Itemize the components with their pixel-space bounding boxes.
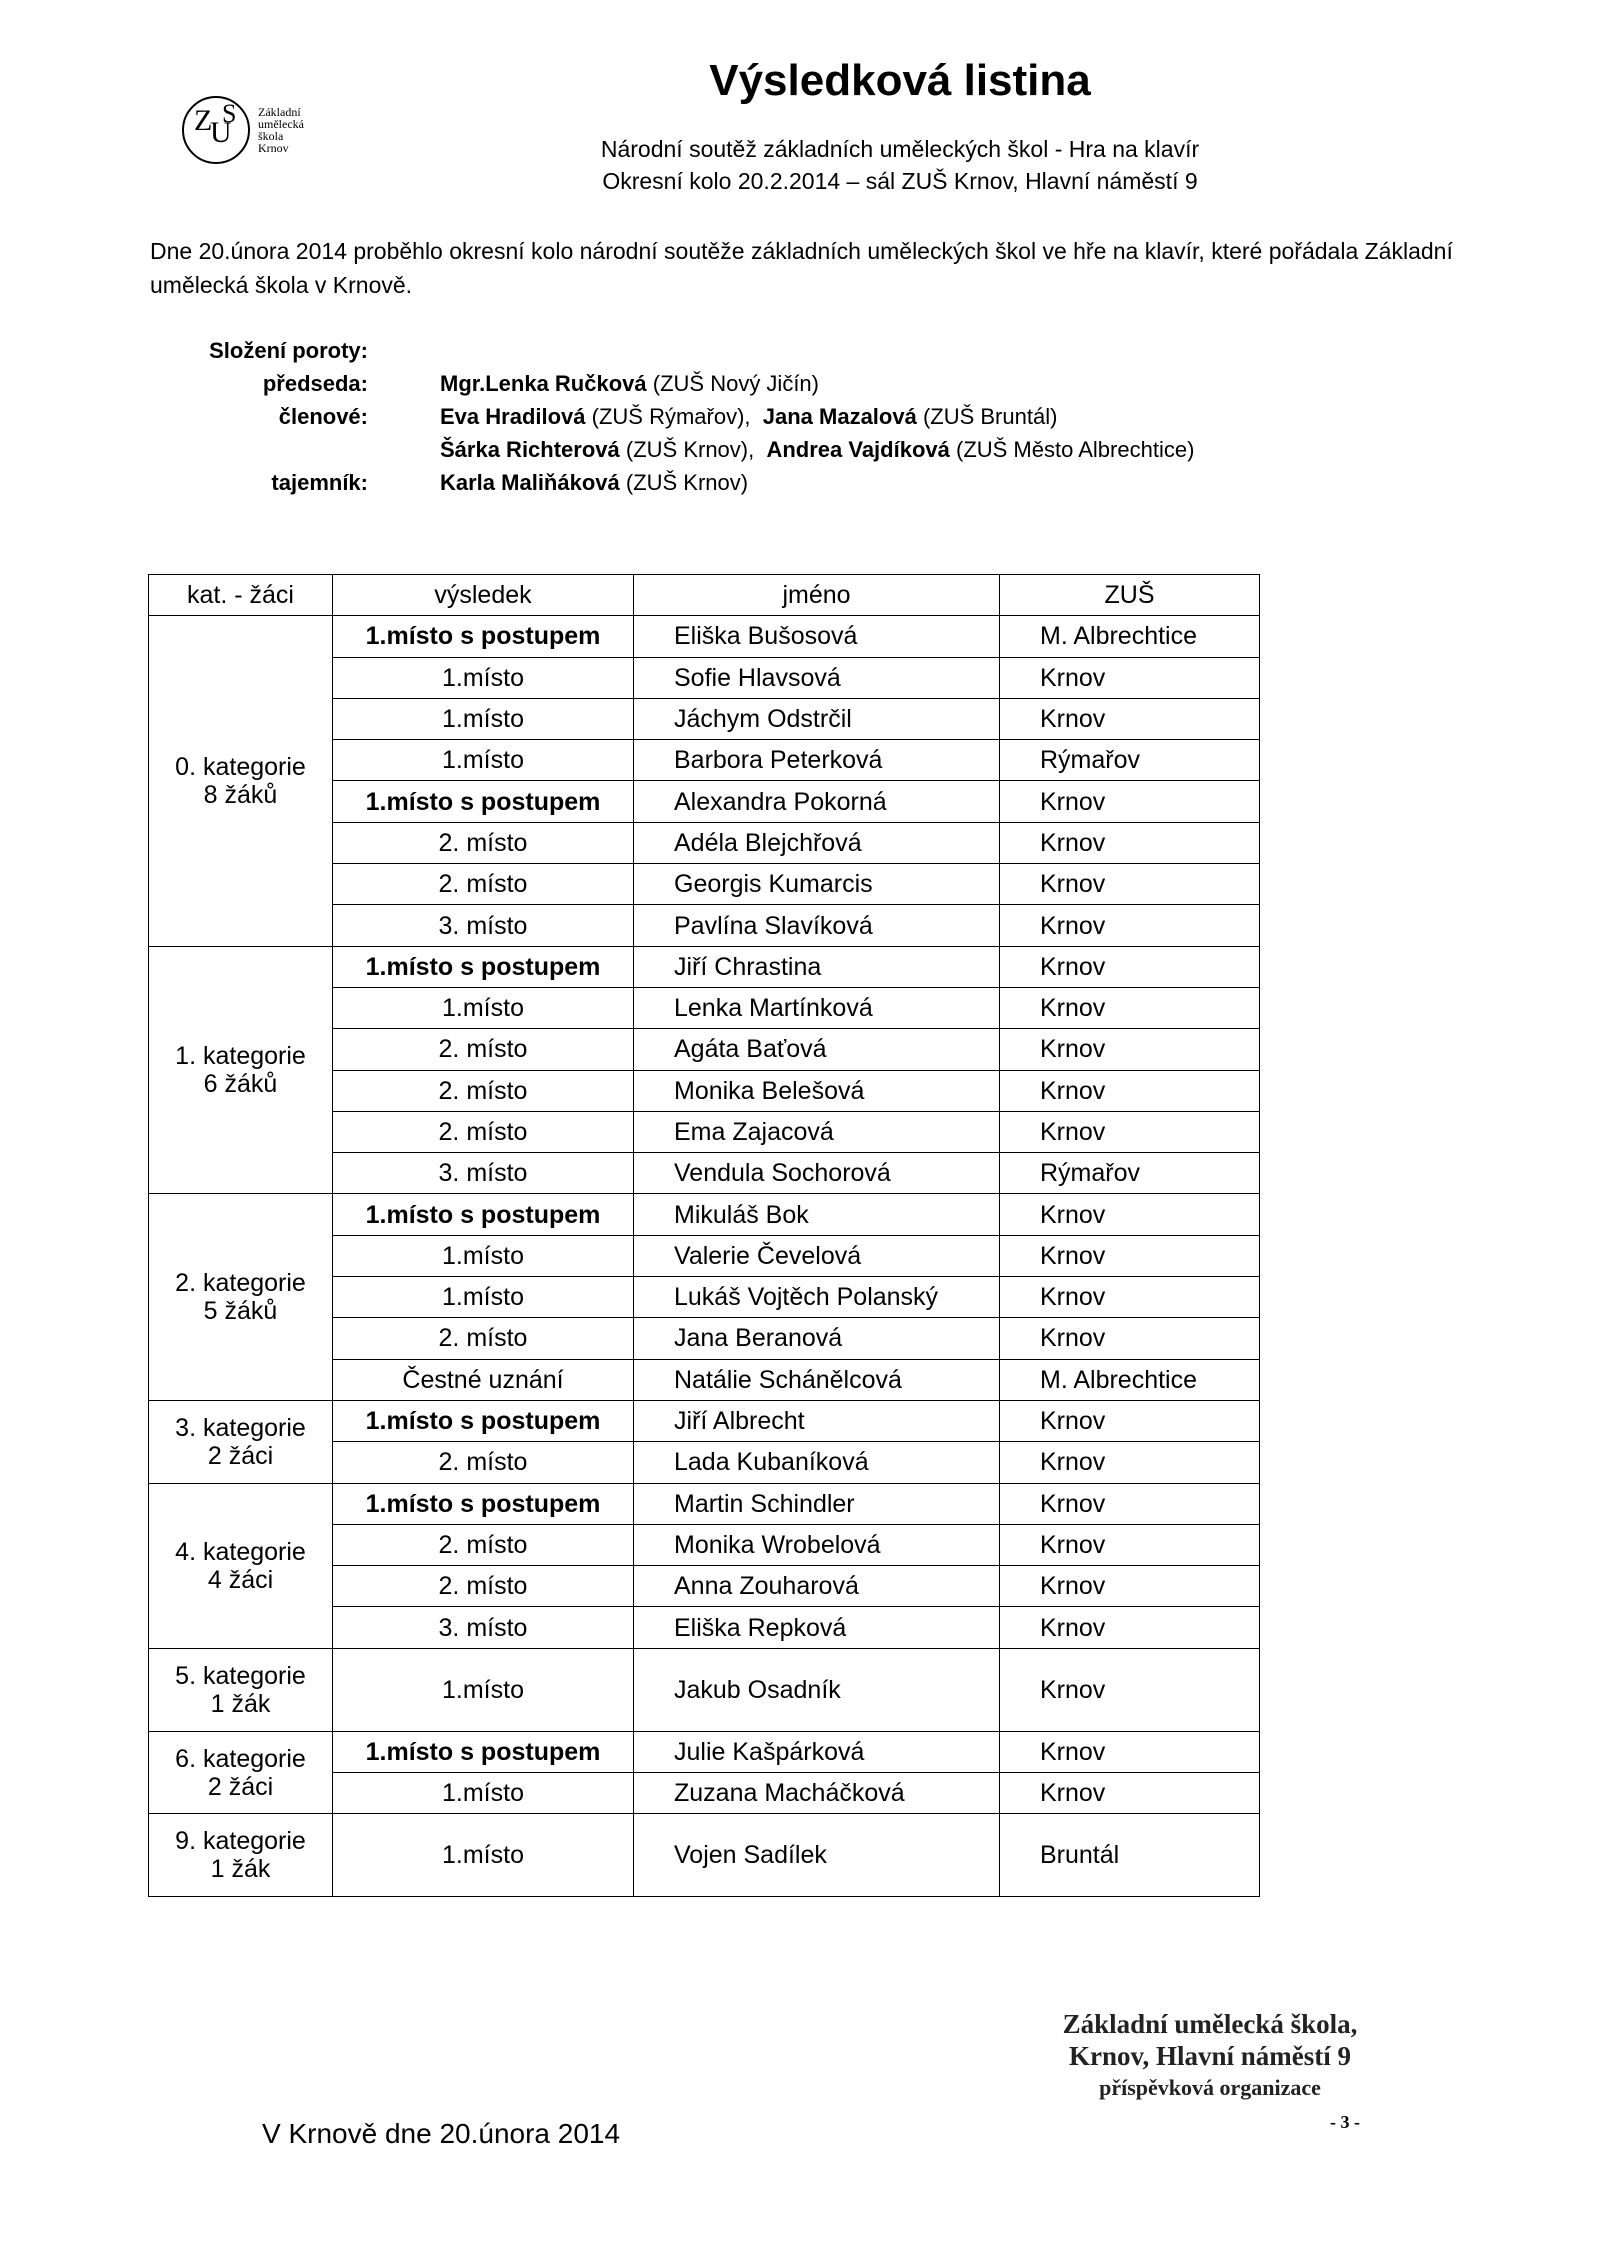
category-cell (149, 1814, 333, 1897)
school-cell: M. Albrechtice (1000, 1359, 1260, 1400)
result-cell: 1.místo (333, 1648, 634, 1731)
name-cell: Pavlína Slavíková (634, 905, 1000, 946)
jury-labels (150, 334, 368, 499)
svg-text:S: S (222, 99, 237, 128)
result-cell: 1.místo (333, 740, 634, 781)
name-cell: Jiří Albrecht (634, 1400, 1000, 1441)
result-cell: 2. místo (333, 1318, 634, 1359)
school-cell: Krnov (1000, 1111, 1260, 1152)
school-cell: Rýmařov (1000, 740, 1260, 781)
jury-values (440, 334, 1490, 499)
table-row (149, 1731, 1260, 1772)
stamp-line: Základní umělecká škola, (1062, 2009, 1358, 2039)
result-cell: 3. místo (333, 905, 634, 946)
category-cell (149, 1731, 333, 1814)
school-cell: Krnov (1000, 1029, 1260, 1070)
jury-name: Karla Maliňáková (440, 470, 620, 495)
school-cell: Krnov (1000, 1648, 1260, 1731)
jury-name: Jana Mazalová (762, 404, 917, 429)
category-cell (149, 1483, 333, 1648)
jury-name: Šárka Richterová (440, 437, 620, 462)
result-cell: 1.místo (333, 987, 634, 1028)
name-cell: Eliška Repková (634, 1607, 1000, 1648)
jury-name: Mgr.Lenka Ručková (440, 371, 647, 396)
stamp-line: Krnov, Hlavní náměstí 9 (1068, 2041, 1352, 2071)
page-subtitle: Národní soutěž základních uměleckých škol - Hra na klavír (600, 136, 1200, 162)
name-cell: Adéla Blejchřová (634, 822, 1000, 863)
name-cell: Barbora Peterková (634, 740, 1000, 781)
jury-secretary (440, 466, 1490, 499)
result-cell: Čestné uznání (333, 1359, 634, 1400)
result-cell: 2. místo (333, 1111, 634, 1152)
result-cell: 2. místo (333, 1442, 634, 1483)
result-cell: 2. místo (333, 1070, 634, 1111)
category-count: 2 žáci (207, 1772, 274, 1801)
name-cell: Vojen Sadílek (634, 1814, 1000, 1897)
jury-secretary-label: tajemník: (271, 470, 368, 495)
svg-text:Z: Z (194, 104, 213, 137)
column-header-result: výsledek (333, 575, 634, 616)
name-cell: Jakub Osadník (634, 1648, 1000, 1731)
jury-school: (ZUŠ Rýmařov), (585, 404, 763, 429)
logo-line: umělecká (258, 117, 304, 131)
table-row (149, 1194, 1260, 1235)
school-cell: Krnov (1000, 1607, 1260, 1648)
name-cell: Agáta Baťová (634, 1029, 1000, 1070)
name-cell: Georgis Kumarcis (634, 864, 1000, 905)
logo-caption (258, 106, 304, 154)
jury-members-line1 (440, 400, 1490, 433)
jury-school: (ZUŠ Město Albrechtice) (949, 437, 1195, 462)
intro-paragraph: Dne 20.února 2014 proběhlo okresní kolo národní soutěže základních uměleckých škol ve hře na klavír, které pořádala Základní umělecká škola v Krnově. (150, 238, 1453, 298)
result-cell: 1.místo (333, 1235, 634, 1276)
page-title: Výsledková listina (709, 56, 1091, 105)
name-cell: Vendula Sochorová (634, 1153, 1000, 1194)
name-cell: Eliška Bušosová (634, 616, 1000, 657)
table-row (149, 1814, 1260, 1897)
school-cell: Krnov (1000, 698, 1260, 739)
school-cell: Krnov (1000, 1773, 1260, 1814)
school-cell: Krnov (1000, 822, 1260, 863)
name-cell: Lada Kubaníková (634, 1442, 1000, 1483)
page-subtitle-event: Okresní kolo 20.2.2014 – sál ZUŠ Krnov, Hlavní náměstí 9 (602, 168, 1198, 194)
name-cell: Mikuláš Bok (634, 1194, 1000, 1235)
jury-school: (ZUŠ Krnov) (619, 470, 749, 495)
result-cell: 2. místo (333, 1566, 634, 1607)
school-cell: Krnov (1000, 946, 1260, 987)
table-row (149, 616, 1260, 657)
category-label: 5. kategorie (175, 1661, 306, 1690)
result-cell: 1.místo s postupem (333, 616, 634, 657)
stamp-line: příspěvková organizace (1099, 2075, 1321, 2100)
result-cell: 1.místo s postupem (333, 1731, 634, 1772)
name-cell: Lukáš Vojtěch Polanský (634, 1277, 1000, 1318)
school-cell: Krnov (1000, 1194, 1260, 1235)
category-label: 9. kategorie (175, 1827, 306, 1856)
school-cell: Krnov (1000, 987, 1260, 1028)
category-cell (149, 1194, 333, 1400)
school-cell: Krnov (1000, 1483, 1260, 1524)
school-cell: Krnov (1000, 1566, 1260, 1607)
logo-line: Krnov (258, 141, 289, 155)
column-header-school: ZUŠ (1000, 575, 1260, 616)
result-cell: 1.místo s postupem (333, 1400, 634, 1441)
jury-name: Andrea Vajdíková (766, 437, 950, 462)
name-cell: Natálie Schánělcová (634, 1359, 1000, 1400)
category-count: 1 žák (210, 1855, 271, 1884)
name-cell: Julie Kašpárková (634, 1731, 1000, 1772)
table-header-row (149, 575, 1260, 616)
result-cell: 1.místo s postupem (333, 1483, 634, 1524)
school-cell: Krnov (1000, 1731, 1260, 1772)
category-count: 5 žáků (203, 1297, 278, 1326)
category-label: 4. kategorie (175, 1537, 306, 1566)
results-table (148, 574, 1260, 1897)
category-label: 2. kategorie (175, 1269, 306, 1298)
table-row (149, 1648, 1260, 1731)
jury-name: Eva Hradilová (440, 404, 586, 429)
school-cell: Krnov (1000, 905, 1260, 946)
category-cell (149, 1648, 333, 1731)
result-cell: 1.místo (333, 1814, 634, 1897)
category-count: 6 žáků (203, 1070, 278, 1099)
school-cell: Rýmařov (1000, 1153, 1260, 1194)
jury-members-label: členové: (278, 404, 368, 429)
school-cell: Krnov (1000, 1277, 1260, 1318)
category-cell (149, 616, 333, 946)
result-cell: 3. místo (333, 1607, 634, 1648)
result-cell: 1.místo s postupem (333, 1194, 634, 1235)
category-cell (149, 946, 333, 1194)
jury-chair-label: předseda: (262, 371, 368, 396)
name-cell: Jáchym Odstrčil (634, 698, 1000, 739)
logo-line: Základní (258, 105, 301, 119)
table-row (149, 946, 1260, 987)
school-cell: Bruntál (1000, 1814, 1260, 1897)
category-label: 0. kategorie (175, 752, 306, 781)
school-cell: Krnov (1000, 781, 1260, 822)
category-count: 4 žáci (207, 1565, 274, 1594)
jury-heading: Složení poroty: (209, 338, 368, 363)
jury-school: (ZUŠ Nový Jičín) (646, 371, 819, 396)
school-cell: Krnov (1000, 1318, 1260, 1359)
category-count: 8 žáků (203, 780, 278, 809)
school-cell: Krnov (1000, 864, 1260, 905)
school-cell: M. Albrechtice (1000, 616, 1260, 657)
name-cell: Sofie Hlavsová (634, 657, 1000, 698)
category-label: 3. kategorie (175, 1413, 306, 1442)
jury-chair (440, 367, 1490, 400)
name-cell: Anna Zouharová (634, 1566, 1000, 1607)
jury-school: (ZUŠ Krnov), (619, 437, 767, 462)
jury-members-line2 (440, 433, 1490, 466)
place-and-date: V Krnově dne 20.února 2014 (262, 2118, 621, 2149)
name-cell: Jana Beranová (634, 1318, 1000, 1359)
name-cell: Alexandra Pokorná (634, 781, 1000, 822)
school-logo (180, 90, 320, 170)
category-label: 1. kategorie (175, 1042, 306, 1071)
svg-text:U: U (210, 116, 232, 149)
name-cell: Monika Belešová (634, 1070, 1000, 1111)
name-cell: Ema Zajacová (634, 1111, 1000, 1152)
result-cell: 2. místo (333, 1524, 634, 1565)
category-count: 1 žák (210, 1689, 271, 1718)
result-cell: 2. místo (333, 1029, 634, 1070)
school-cell: Krnov (1000, 1070, 1260, 1111)
category-count: 2 žáci (207, 1441, 274, 1470)
school-cell: Krnov (1000, 1442, 1260, 1483)
name-cell: Zuzana Macháčková (634, 1773, 1000, 1814)
school-cell: Krnov (1000, 1400, 1260, 1441)
name-cell: Martin Schindler (634, 1483, 1000, 1524)
school-cell: Krnov (1000, 657, 1260, 698)
table-row (149, 1400, 1260, 1441)
name-cell: Valerie Čevelová (634, 1235, 1000, 1276)
name-cell: Monika Wrobelová (634, 1524, 1000, 1565)
results-body (149, 616, 1260, 1897)
logo-line: škola (258, 129, 284, 143)
result-cell: 2. místo (333, 864, 634, 905)
name-cell: Lenka Martínková (634, 987, 1000, 1028)
table-row (149, 1483, 1260, 1524)
zus-monogram-icon (180, 90, 260, 170)
result-cell: 1.místo (333, 698, 634, 739)
result-cell: 2. místo (333, 822, 634, 863)
result-cell: 3. místo (333, 1153, 634, 1194)
category-cell (149, 1400, 333, 1483)
school-cell: Krnov (1000, 1524, 1260, 1565)
school-cell: Krnov (1000, 1235, 1260, 1276)
column-header-name: jméno (634, 575, 1000, 616)
column-header-category: kat. - žáci (149, 575, 333, 616)
name-cell: Jiří Chrastina (634, 946, 1000, 987)
jury-school: (ZUŠ Bruntál) (916, 404, 1058, 429)
result-cell: 1.místo (333, 657, 634, 698)
page-number: - 3 - (1330, 2112, 1360, 2132)
category-label: 6. kategorie (175, 1744, 306, 1773)
result-cell: 1.místo (333, 1277, 634, 1318)
result-cell: 1.místo s postupem (333, 946, 634, 987)
result-cell: 1.místo (333, 1773, 634, 1814)
school-stamp (1020, 2008, 1400, 2104)
result-cell: 1.místo s postupem (333, 781, 634, 822)
